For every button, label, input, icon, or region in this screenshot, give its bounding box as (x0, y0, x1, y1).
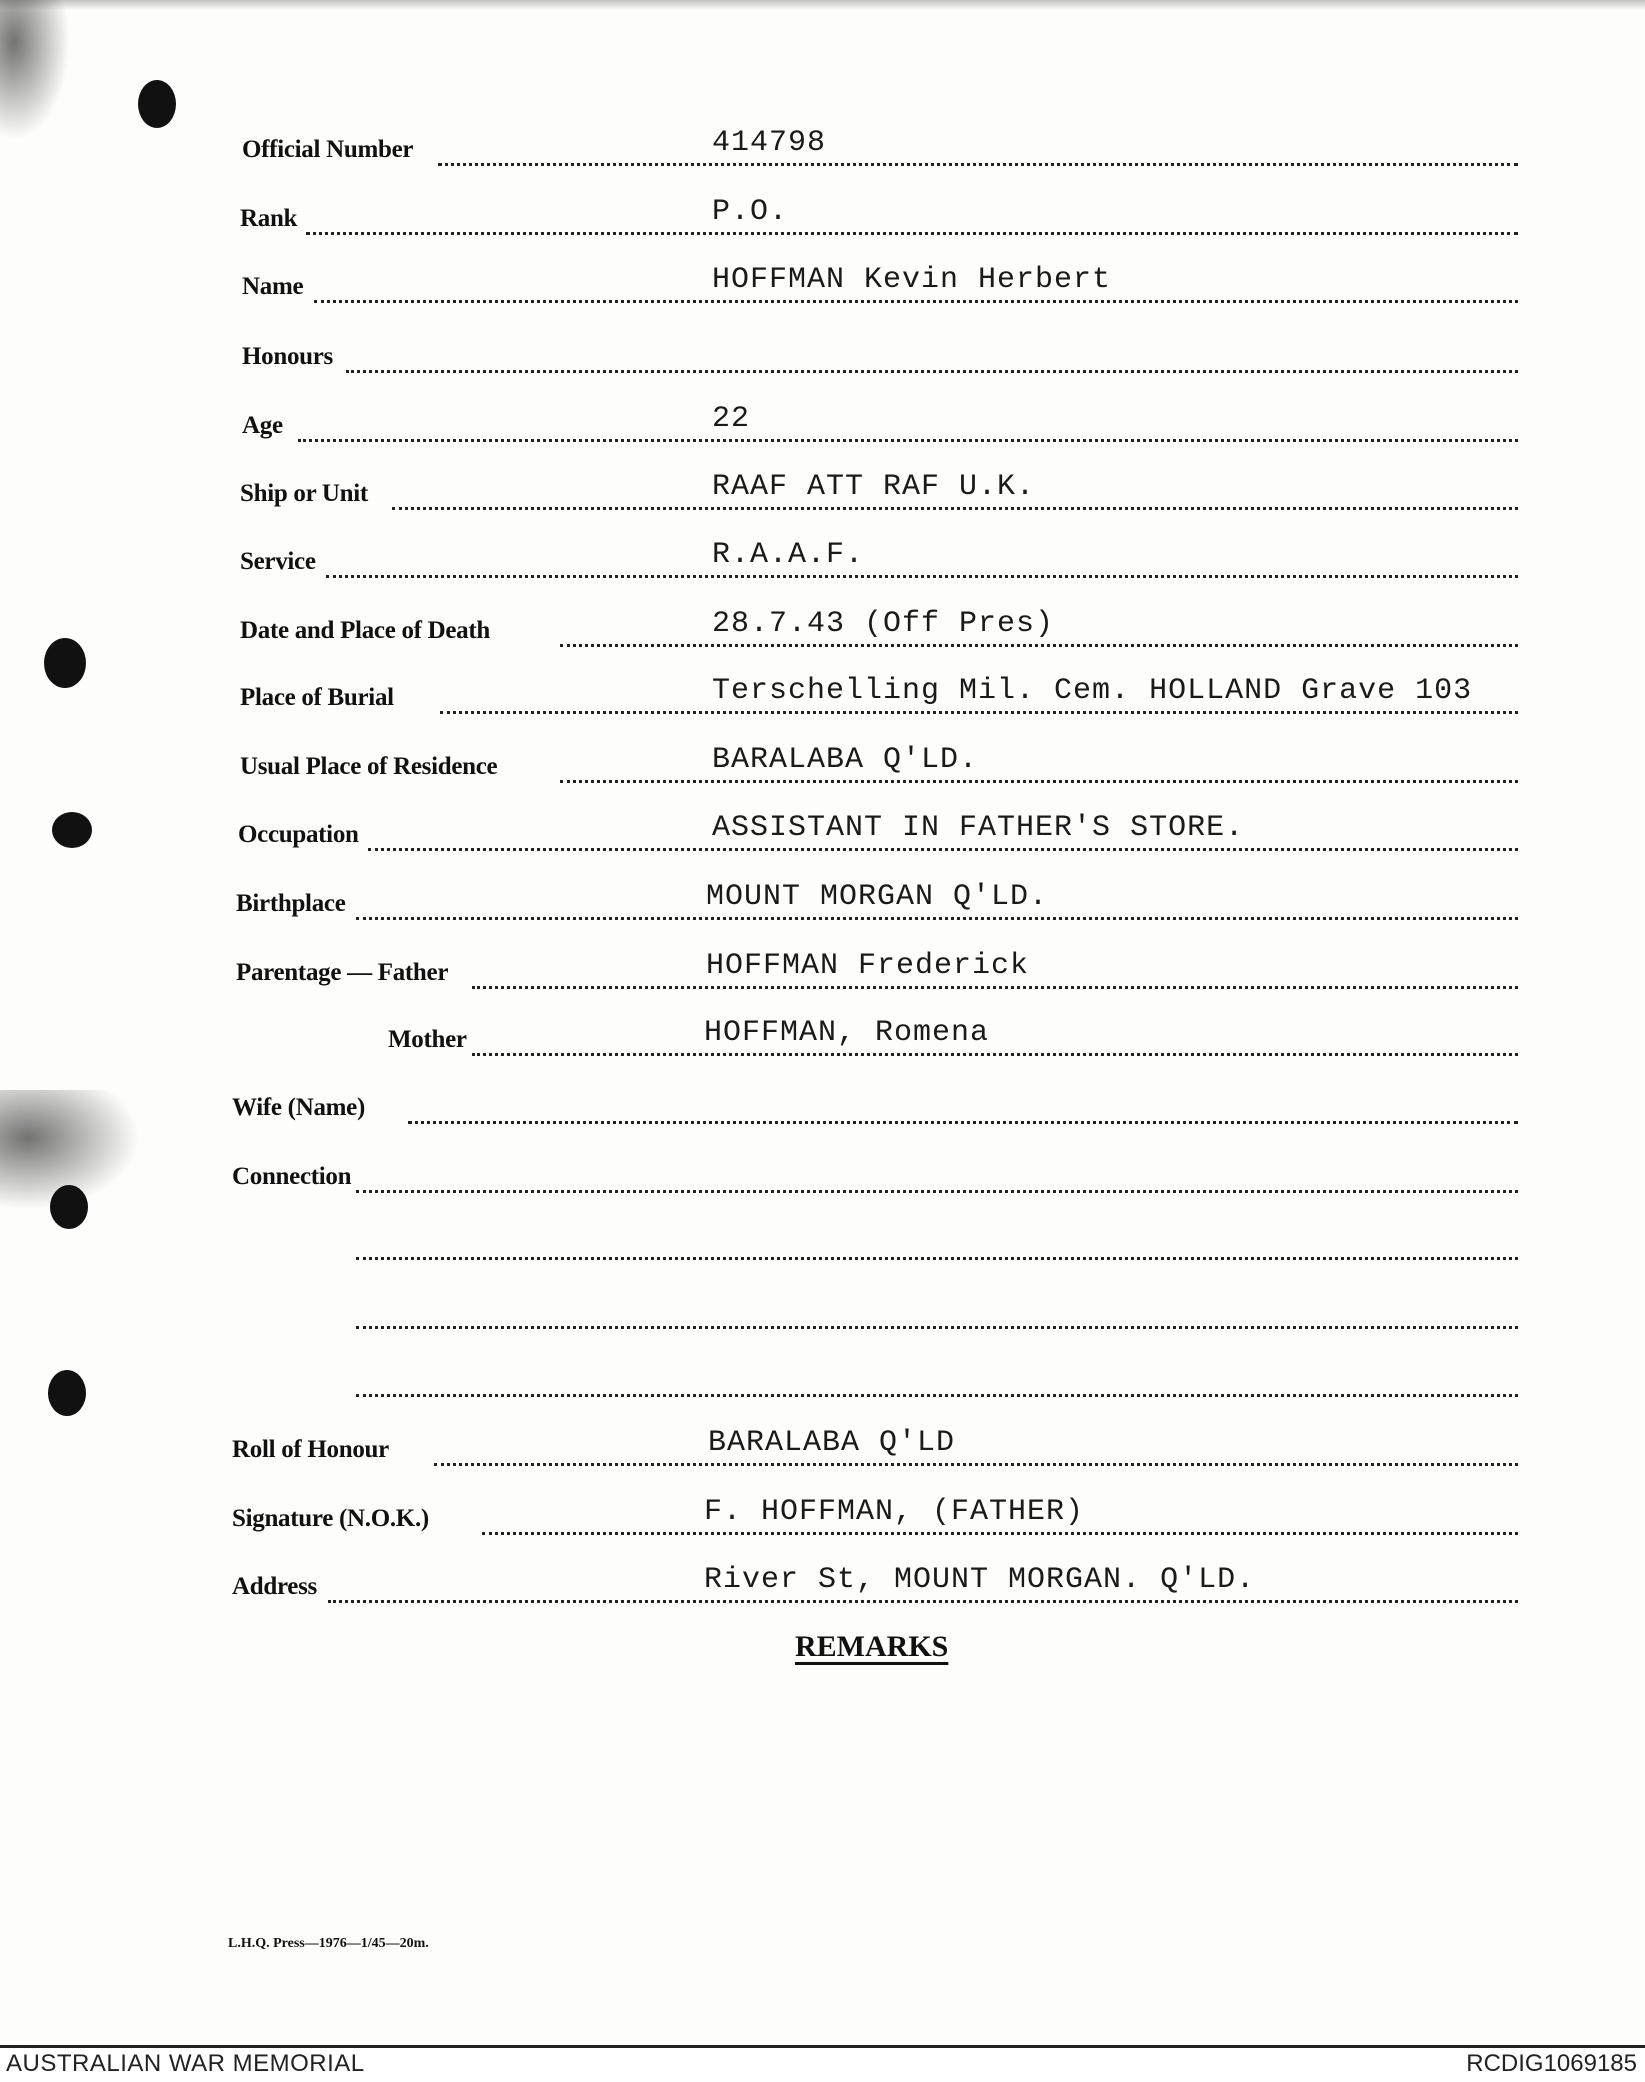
dotted-line (440, 711, 1518, 714)
field-label: Honours (242, 343, 333, 370)
field-birthplace (0, 882, 1645, 922)
field-value: HOFFMAN Kevin Herbert (712, 263, 1112, 297)
field-signature (0, 1497, 1645, 1537)
archive-id: RCDIG1069185 (1466, 2050, 1637, 2077)
field-label: Rank (240, 205, 298, 232)
field-service (0, 540, 1645, 580)
field-connection-line (0, 1359, 1645, 1399)
dotted-line (314, 300, 1518, 303)
dotted-line (356, 917, 1518, 920)
field-honours (0, 335, 1645, 375)
field-label: Occupation (238, 821, 359, 848)
field-value: P.O. (712, 195, 789, 229)
dotted-line (438, 163, 1518, 166)
field-mother (0, 1018, 1645, 1058)
field-connection (0, 1155, 1645, 1195)
field-value: F. HOFFMAN, (FATHER) (704, 1495, 1085, 1529)
dotted-line (306, 232, 1518, 235)
dotted-line (298, 439, 1518, 442)
scan-edge (0, 0, 1645, 10)
field-label: Ship or Unit (240, 480, 368, 507)
dotted-line (356, 1394, 1518, 1397)
field-father (0, 951, 1645, 991)
dotted-line (560, 644, 1518, 647)
field-occupation (0, 813, 1645, 853)
field-value: 28.7.43 (Off Pres) (712, 607, 1055, 641)
dotted-line (356, 1190, 1518, 1193)
field-age (0, 404, 1645, 444)
field-label: Roll of Honour (232, 1436, 389, 1463)
field-label: Birthplace (236, 890, 346, 917)
dotted-line (472, 1053, 1518, 1056)
field-label: Connection (232, 1163, 352, 1190)
dotted-line (392, 507, 1518, 510)
field-usual-residence (0, 745, 1645, 785)
field-value: RAAF ATT RAF U.K. (712, 470, 1036, 504)
dotted-line (328, 1600, 1518, 1603)
field-connection-line (0, 1222, 1645, 1262)
field-label: Age (242, 412, 283, 439)
field-value: ASSISTANT IN FATHER'S STORE. (712, 811, 1245, 845)
dotted-line (472, 986, 1518, 989)
field-label: Official Number (242, 136, 414, 163)
dotted-line (434, 1463, 1518, 1466)
field-place-of-burial (0, 676, 1645, 716)
field-value: HOFFMAN, Romena (704, 1016, 990, 1050)
field-value: MOUNT MORGAN Q'LD. (706, 880, 1049, 914)
field-label: Date and Place of Death (240, 617, 490, 644)
field-value: 22 (712, 402, 751, 436)
field-rank (0, 197, 1645, 237)
dotted-line (326, 575, 1518, 578)
printer-imprint: L.H.Q. Press—1976—1/45—20m. (228, 1936, 429, 1951)
field-value: River St, MOUNT MORGAN. Q'LD. (704, 1563, 1256, 1597)
dotted-line (560, 780, 1518, 783)
field-name (0, 265, 1645, 305)
field-address (0, 1565, 1645, 1605)
field-value: 414798 (712, 126, 827, 160)
field-connection-line (0, 1291, 1645, 1331)
dotted-line (368, 848, 1518, 851)
punch-hole (138, 80, 176, 128)
field-value: Terschelling Mil. Cem. HOLLAND Grave 103 (712, 674, 1473, 708)
dotted-line (408, 1121, 1518, 1124)
field-label: Mother (388, 1026, 467, 1053)
scan-shadow (0, 0, 70, 140)
field-label: Address (232, 1573, 317, 1600)
field-wife (0, 1086, 1645, 1126)
field-ship-or-unit (0, 472, 1645, 512)
dotted-line (346, 370, 1518, 373)
dotted-line (482, 1532, 1518, 1535)
dotted-line (356, 1326, 1518, 1329)
field-label: Parentage — Father (236, 959, 449, 986)
field-roll-of-honour (0, 1428, 1645, 1468)
field-date-place-of-death (0, 609, 1645, 649)
field-label: Name (242, 273, 304, 300)
remarks-heading: REMARKS (795, 1630, 949, 1663)
field-official-number (0, 128, 1645, 168)
field-value: BARALABA Q'LD. (712, 743, 979, 777)
footer-divider (0, 2045, 1645, 2048)
field-value: HOFFMAN Frederick (706, 949, 1030, 983)
field-label: Usual Place of Residence (240, 753, 498, 780)
field-label: Place of Burial (240, 684, 394, 711)
field-label: Signature (N.O.K.) (232, 1505, 429, 1532)
dotted-line (356, 1257, 1518, 1260)
field-value: R.A.A.F. (712, 538, 865, 572)
field-label: Service (240, 548, 316, 575)
field-value: BARALABA Q'LD (708, 1426, 956, 1460)
archive-name: AUSTRALIAN WAR MEMORIAL (6, 2050, 365, 2077)
field-label: Wife (Name) (232, 1094, 365, 1121)
